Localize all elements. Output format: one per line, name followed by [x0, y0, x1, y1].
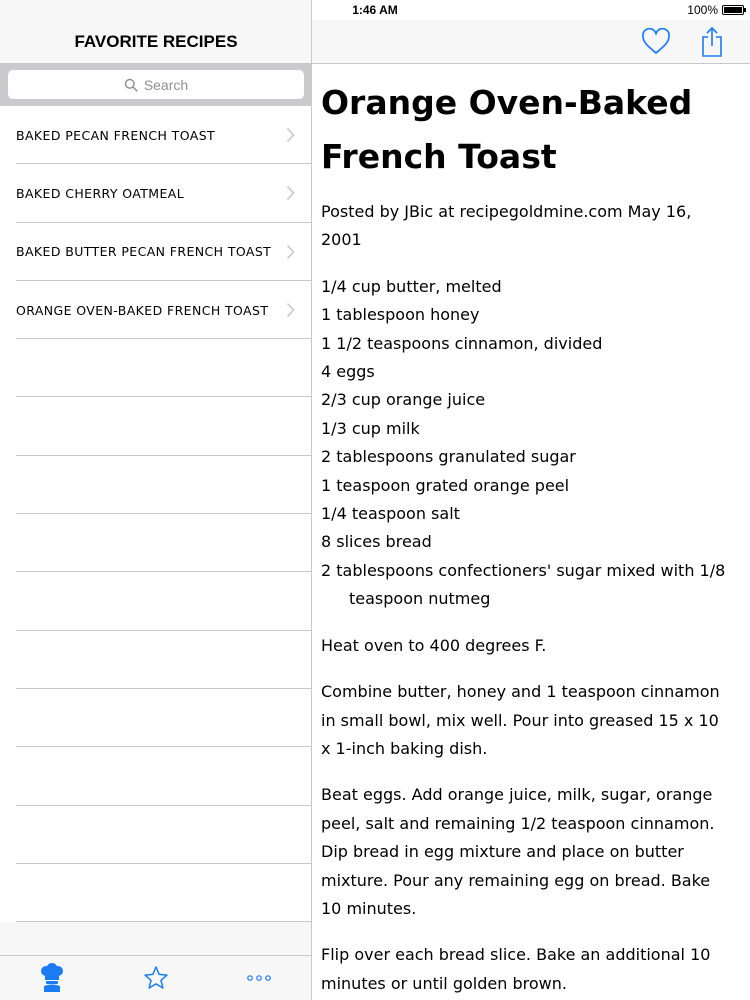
more-icon	[246, 974, 272, 982]
tab-favorites[interactable]	[104, 956, 208, 1000]
battery-percent: 100%	[687, 3, 718, 17]
chevron-right-icon	[286, 244, 295, 260]
recipe-detail	[321, 72, 726, 1000]
recipe-title: Orange Oven-Baked French Toast	[321, 83, 693, 176]
ingredient-item: 1/4 cup butter, melted	[321, 276, 502, 296]
ingredient-item: 8 slices bread	[321, 532, 432, 552]
search-bar	[0, 64, 311, 106]
ingredient-item: 1 tablespoon honey	[321, 305, 480, 325]
master-pane	[0, 0, 312, 1000]
master-nav-title: FAVORITE RECIPES	[0, 20, 312, 64]
tab-recipes[interactable]	[0, 956, 104, 1000]
favorite-button[interactable]	[640, 26, 672, 58]
recipe-list-item[interactable]	[0, 164, 311, 222]
share-icon	[700, 26, 724, 58]
empty-row	[0, 747, 311, 805]
status-time: 1:46 AM	[352, 3, 398, 17]
recipe-byline: Posted by JBic at recipegoldmine.com May 16, 2001	[321, 202, 692, 250]
recipe-item-label: ORANGE OVEN-BAKED FRENCH TOAST	[16, 302, 269, 318]
empty-row	[0, 397, 311, 455]
ingredient-item: 1 teaspoon grated orange peel	[321, 475, 570, 495]
chevron-right-icon	[286, 127, 295, 143]
chef-icon	[39, 963, 65, 993]
search-icon	[124, 78, 138, 92]
recipe-item-label: BAKED BUTTER PECAN FRENCH TOAST	[16, 244, 272, 260]
empty-row	[0, 689, 311, 747]
recipe-step: Beat eggs. Add orange juice, milk, sugar, orange peel, salt and remaining 1/2 teaspoon cinnamon. Dip bread in egg mixture and place on butter mixture. Pour any remaining egg on bread. Bake 10 minutes.	[321, 785, 715, 918]
ingredient-item: 2 tablespoons granulated sugar	[321, 447, 576, 467]
recipe-item-label: BAKED PECAN FRENCH TOAST	[16, 127, 216, 143]
tab-more[interactable]	[207, 956, 311, 1000]
recipe-step: Heat oven to 400 degrees F.	[321, 635, 547, 655]
ingredient-item: 2/3 cup orange juice	[321, 390, 486, 410]
empty-row	[0, 864, 311, 922]
recipe-list-item[interactable]	[0, 223, 311, 281]
recipe-list-item[interactable]	[0, 281, 311, 339]
share-button[interactable]	[696, 26, 728, 58]
ingredient-item: 4 eggs	[321, 362, 375, 382]
recipe-item-label: BAKED CHERRY OATMEAL	[16, 185, 185, 201]
recipe-list	[0, 106, 311, 922]
empty-row	[0, 631, 311, 689]
ingredient-item: 1/4 teaspoon salt	[321, 504, 460, 524]
star-icon	[143, 965, 169, 991]
empty-row	[0, 339, 311, 397]
heart-icon	[641, 28, 671, 56]
chevron-right-icon	[286, 302, 295, 318]
detail-nav-bar	[312, 20, 750, 64]
empty-row	[0, 514, 311, 572]
battery-icon	[722, 5, 744, 15]
tab-bar	[0, 955, 311, 1000]
ingredient-list	[321, 273, 726, 614]
ingredient-item: 1 1/2 teaspoons cinnamon, divided	[321, 333, 603, 353]
empty-row	[0, 806, 311, 864]
ingredient-item: 2 tablespoons confectioners' sugar mixed with 1/8 teaspoon nutmeg	[321, 560, 726, 609]
recipe-step: Flip over each bread slice. Bake an additional 10 minutes or until golden brown.	[321, 945, 711, 993]
search-placeholder: Search	[143, 76, 189, 93]
status-right	[687, 3, 744, 17]
search-input[interactable]	[8, 70, 304, 99]
recipe-step: Combine butter, honey and 1 teaspoon cinnamon in small bowl, mix well. Pour into greased 15 x 10 x 1-inch baking dish.	[321, 682, 720, 758]
chevron-right-icon	[286, 185, 295, 201]
empty-row	[0, 572, 311, 630]
ingredient-item: 1/3 cup milk	[321, 418, 420, 438]
recipe-list-item[interactable]	[0, 106, 311, 164]
empty-row	[0, 456, 311, 514]
